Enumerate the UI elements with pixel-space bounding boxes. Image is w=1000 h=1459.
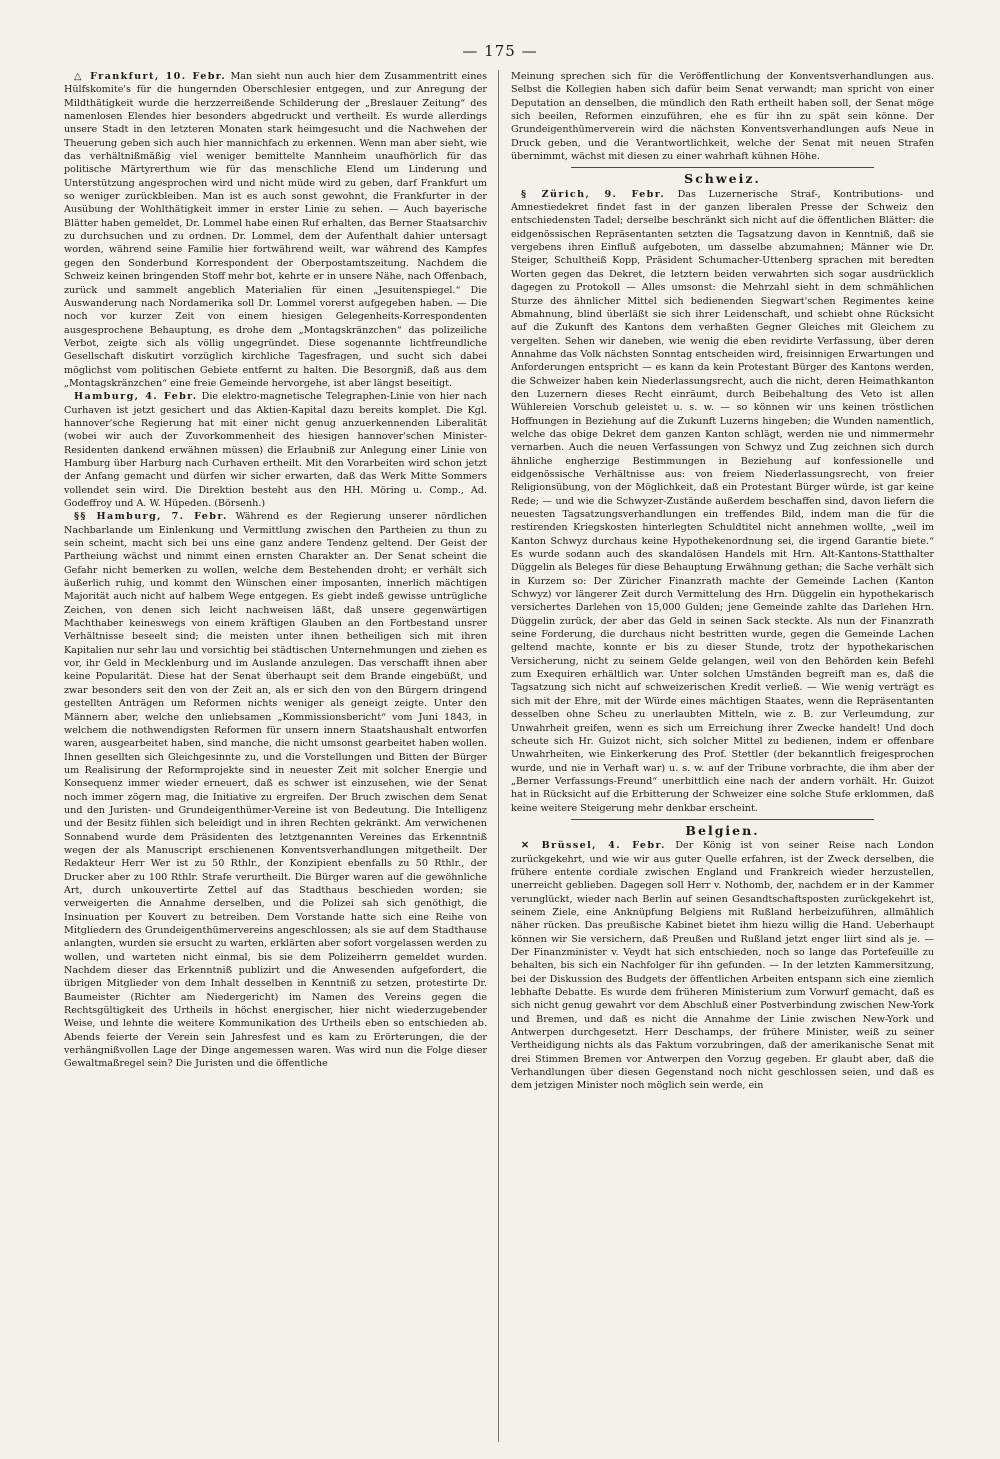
article-zurich (511, 188, 934, 815)
article-hamburg-1 (64, 390, 487, 510)
left-column (64, 70, 487, 1442)
dateline-brussel: ✕ Brüssel, 4. Febr. (521, 840, 666, 852)
dateline-frankfurt: △ Frankfurt, 10. Febr. (74, 71, 227, 82)
section-divider-belgien (571, 819, 874, 820)
article-text-brussel: Der König ist von seiner Reise nach London zurückgekehrt, und wie wir aus guter Quelle erfahren, ist der Zweck derselben, die frühere entente cordiale zwischen England und Frankreich wieder herzustellen, unerreicht geblieben. Dagegen soll Herr v. Nothomb, der, nachdem er in der Kammer verunglückt, wieder nach Berlin auf seinen Gesandtschaftsposten zurückgekehrt ist, seinem Ziele, eine Anknüpfung Belgiens mit Rußland herbeizuführen, allmählich näher rücken. Das preußische Kabinet bietet ihm hiezu willig die Hand. Ueberhaupt können wir Sie versichern, daß Preußen und Rußland jetzt enger liirt sind als je. — Der Finanzminister v. Veydt hat sich entschieden, noch so lange das Portefeuille zu behalten, bis sich ein Nachfolger für ihn gefunden. — In der letzten Kammersitzung, bei der Diskussion des Budgets der öffentlichen Arbeiten entspann sich eine ziemlich lebhafte Debatte. Es wurde dem früheren Ministerium zum Vorwurf gemacht, daß es sich nicht genug gewahrt vor dem Abschluß einer Postverbindung zwischen New-York und Bremen, und daß es nicht die Annahme der Linie zwischen New-York und Antwerpen durchgesetzt. Herr Deschamps, der frühere Minister, weiß zu seiner Vertheidigung nichts als das Faktum vorzubringen, daß der amerikanische Senat mit drei Stimmen Bremen vor Antwerpen den Vorzug gegeben. Er glaubt aber, daß die Verhandlungen über diesen Gegenstand noch nicht geschlossen seien, und daß es dem jetzigen Minister noch möglich sein werde, ein (511, 840, 934, 1092)
article-text-zurich: Das Luzernerische Straf-, Kontributions- und Amnestiedekret findet fast in der ganzen liberalen Presse der Schweiz den entschiedensten Tadel; derselbe beschränkt sich nicht auf die öffentlichen Blätter: die eidgenössischen Repräsentanten setzten die Tagsatzung davon in Kenntniß, daß sie vergebens ihren Einfluß aufgeboten, um dasselbe abzumahnen; Männer wie Dr. Steiger, Schultheiß Kopp, Präsident Schumacher-Uttenberg sprachen mit beredten Worten gegen das Dekret, die letztern beiden verwahrten sich sogar ausdrücklich dagegen zu Protokoll — Alles umsonst: die Mehrzahl sieht in dem schmählichen Sturze des ähnlicher Mittel sich bedienenden Siegwart'schen Regimentes keine Abmahnung, blind überläßt sie sich ihrer Leidenschaft, und schiebt ohne Rücksicht auf die Zukunft des Kantons dem verhaßten Gegner Gleiches mit Gleichem zu vergelten. Sehen wir daneben, wie wenig die eben revidirte Verfassung, über deren Annahme das Volk nächsten Sonntag entscheiden wird, freisinnigen Erwartungen und Anforderungen entspricht — es kann da kein Protestant Bürger des Kantons werden, die Schweizer haben kein Niederlassungsrecht, auch die nicht, deren Heimathkanton den Luzernern dieses Recht einräumt, durch Beibehaltung des Veto ist allen Wühlereien Vorschub geleistet u. s. w. — so können wir uns keinen tröstlichen Hoffnungen in Beziehung auf die Zukunft Luzerns hingeben; die Wunden namentlich, welche das obige Dekret dem ganzen Kanton schlägt, werden nie und nimmermehr vernarben. Auch die neuen Verfassungen von Schwyz und Zug zeichnen sich durch ähnliche engherzige Bestimmungen in Beziehung auf konfessionelle und eidgenössische Verhältnisse aus: von freiem Niederlassungsrecht, von freier Religionsübung, von der Möglichkeit, daß ein Protestant Bürger würde, ist gar keine Rede; — und wie die Schwyzer-Zustände außerdem beschaffen sind, davon liefern die neuesten Tagsatzungsverhandlungen ein treffendes Bild, indem man die für die restirenden Kriegskosten hinterlegten Schuldtitel nicht annehmen wollte, „weil im Kanton Schwyz durchaus keine Hypothekenordnung sei, die irgend Garantie biete.“ Es wurde sodann auch des skandalösen Handels mit Hrn. Alt-Kantons-Statthalter Düggelin als Beleges für diese Behauptung Erwähnung gethan; die Sache verhält sich in Kurzem so: Der Züricher Finanzrath machte der Gemeinde Lachen (Kanton Schwyz) vor längerer Zeit durch Vermittelung des Hrn. Düggelin ein hypothekarisch versichertes Darlehen von 15,000 Gulden; jene Gemeinde zahlte das Darlehen Hrn. Düggelin zurück, der aber das Geld in seinen Sack steckte. Als nun der Finanzrath seine Forderung, die durchaus nicht bestritten wurde, gegen die Gemeinde Lachen geltend machte, konnte er bis zu dieser Stunde, trotz der hypothekarischen Versicherung, nicht zu seinem Gelde gelangen, weil von den Behörden kein Befehl zum Exequiren erhältlich war. Unter solchen Umständen begreift man es, daß die Tagsatzung sich nicht auf schweizerischen Kredit verließ. — Wie wenig verträgt es sich mit der Ehre, mit der Würde eines mächtigen Staates, wenn die Repräsentanten desselben ohne Scheu zu unerlaubten Mitteln, wie z. B. zur Verleumdung, zur Unwahrheit greifen, wenn es sich um Erreichung ihrer Zwecke handelt! Und doch scheute sich Hr. Guizot nicht, sich solcher Mittel zu bedienen, indem er offenbare Unwahrheiten, wie Einkerkerung des Prof. Stettler (der bekanntlich freigesprochen wurde, und nie in Verhaft war) u. s. w. auf der Tribune vorbrachte, die ihm aber der „Berner Verfassungs-Freund“ unerbittlich eine nach der andern vorhält. Hr. Guizot hat in Rücksicht auf die Erbitterung der Schweizer eine solche Stufe erklommen, daß keine weitere Steigerung mehr denkbar erscheint. (511, 188, 934, 814)
article-text-hamburg-2: Während es der Regierung unserer nördlichen Nachbarlande um Einlenkung und Vermittlung zwischen den Partheien zu thun zu sein scheint, macht sich bei uns eine ganz andere Tendenz geltend. Der Geist der Partheiung wächst und nimmt einen ernsten Charakter an. Der Senat scheint die Gefahr nicht bemerken zu wollen, welche dem Bestehenden droht; er verhält sich äußerlich ruhig, und kommt den Wünschen einer imposanten, innerlich mächtigen Majorität auch nicht auf halbem Wege entgegen. Es giebt indeß gewisse untrügliche Zeichen, von denen sich leicht nachweisen läßt, daß unsere gegenwärtigen Machthaber keineswegs von einem kräftigen Glauben an den Fortbestand unsrer Verhältnisse beseelt sind; die meisten unter ihnen betheiligen sich mit ihren Kapitalien nur sehr lau und vorsichtig bei städtischen Unternehmungen und ziehen es vor, ihr Geld in Mecklenburg und im Auslande anzulegen. Das verschafft ihnen aber keine Popularität. Diese hat der Senat überhaupt seit dem Brande eingebüßt, und zwar besonders seit den von der Zeit an, als er sich den von den Bürgern dringend gestellten Anträgen um Reformen nichts weniger als geneigt zeigte. Unter den Männern aber, welche den unliebsamen „Kommissionsbericht“ vom Juni 1843, in welchem die nothwendigsten Reformen für unsern innern Staatshaushalt entworfen waren, ausgearbeitet haben, sind manche, die nicht umsonst gearbeitet haben wollen. Ihnen gesellten sich Gleichgesinnte zu, und die Vorstellungen und Bitten der Bürger um Realisirung der Reformprojekte sind in neuester Zeit mit solcher Energie und Konsequenz immer wieder erneuert, daß es schwer ist einzusehen, wie der Senat noch immer zögern mag, die Initiative zu ergreifen. Der Bruch zwischen dem Senat und den Juristen- und Grundeigenthümer-Vereine ist von Bedeutung. Die Intelligenz und der Besitz fühlen sich beleidigt und in ihren Rechten gekränkt. Am verwichenen Sonnabend wurde dem Präsidenten des letztgenannten Vereines das Erkenntniß wegen der als Manuscript erschienenen Konventsverhandlungen mitgetheilt. Der Redakteur Herr Wer ist zu 50 Rthlr., der Konzipient ebenfalls zu 50 Rthlr., der Drucker aber zu 100 Rthlr. Strafe verurtheilt. Die Bürger waren auf die gewöhnliche Art, durch unkouvertirte Zettel auf das Stadthaus beschieden worden; sie verweigerten die Annahme derselben, und die Polizei sah sich genöthigt, die Insinuation per Kouvert zu betreiben. Dem Vorstande hatte sich eine Reihe von Mitgliedern des Grundeigenthümervereins angeschlossen; als sie auf dem Stadthause anlangten, wurden sie ersucht zu warten, erklärten aber sofort vorgelassen werden zu wollen, und warteten nicht einmal, bis sie dem Polizeiherrn gemeldet wurden. Nachdem dieser das Erkenntniß publizirt und die Anwesenden aufgefordert, die übrigen Mitglieder von dem Inhalt desselben in Kenntniß zu setzen, protestirte Dr. Baumeister (Richter am Niedergericht) im Namen des Vereins gegen die Rechtsgültigkeit des Urtheils in höchst energischer, hier nicht wiederzugebender Weise, und lehnte die weitere Kommunikation des Urtheils eben so entschieden ab. Abends feierte der Verein sein Jahresfest und es kam zu Erörterungen, die der verhängnißvollen Lage der Dinge angemessen waren. Was wird nun die Folge dieser Gewaltmaßregel sein? Die Juristen und die öffentliche (64, 511, 487, 1070)
article-frankfurt (64, 70, 487, 390)
column-divider (498, 70, 499, 1442)
section-title-schweiz: Schweiz. (684, 171, 761, 187)
section-title-belgien: Belgien. (685, 822, 760, 838)
section-divider-schweiz (571, 167, 874, 168)
article-continuation: Meinung sprechen sich für die Veröffentlichung der Konventsverhandlungen aus. Selbst die Kollegien haben sich dafür beim Senat verwandt; man spricht von einer Deputation an denselben, die mündlich den Rath ertheilt haben soll, der Senat möge sich beeilen, Reformen einzuführen, ehe es für ihn zu spät sein könne. Der Grundeigenthümerverein wird die nächsten Konventsverhandlungen aufs Neue in Druck geben, und die Verantwortlichkeit, welche der Senat mit neuen Strafen übernimmt, wächst mit diesen zu einer wahrhaft kühnen Höhe. (511, 71, 934, 163)
dateline-zurich: § Zürich, 9. Febr. (521, 188, 666, 200)
page-number: — 175 — (462, 42, 538, 60)
article-brussel (511, 839, 934, 1093)
article-hamburg-2 (64, 510, 487, 1070)
dateline-hamburg-2: §§ Hamburg, 7. Febr. (74, 511, 228, 523)
article-text-hamburg-1: Die elektro-magnetische Telegraphen-Linie von hier nach Curhaven ist jetzt gesichert und das Aktien-Kapital dazu bereits komplet. Die Kgl. hannover'sche Regierung hat mit einer nicht genug anzuerkennenden Liberalität (wobei wir auch der Zuvorkommenheit des hiesigen hannover'schen Minister-Residenten dankend erwähnen müssen) die Erlaubniß zur Anlegung einer Linie von Hamburg über Harburg nach Curhaven ertheilt. Mit den Vorarbeiten wird schon jetzt der Anfang gemacht und dürfen wir sicher erwarten, daß das Werk Mitte Sommers vollendet sein wird. Die Direktion besteht aus den HH. Möring u. Comp., Ad. Godeffroy und A. W. Hüpeden. (Börsenh.) (64, 391, 487, 509)
article-text-frankfurt: Man sieht nun auch hier dem Zusammentritt eines Hülfskomite's für die hungernden Oberschlesier entgegen, und zur Anregung der Mildthätigkeit wurde die herzzerreißende Schilderung der „Breslauer Zeitung“ des namenlosen Elendes hier besonders abgedruckt und vertheilt. Es wurde allerdings unsere Stadt in den letzteren Monaten stark heimgesucht und die Nachwehen der Theuerung geben sich auch hier mannichfach zu erkennen. Wenn man aber sieht, wie das verhältnißmäßig viel weniger bemittelte Mannheim unaufhörlich für das politische Märtyrerthum wie für das menschliche Elend um Linderung und Unterstützung angesprochen wird und nicht müde wird zu geben, darf Frankfurt um so weniger zurückbleiben. Man ist es auch sonst gewohnt, die Frankfurter in der Ausübung der Wohlthätigkeit immer in erster Linie zu sehen. — Auch bayerische Blätter haben gemeldet, Dr. Lommel habe einen Ruf erhalten, das Berner Staatsarchiv zu durchsuchen und zu ordnen. Dr. Lommel, dem der Aufenthalt dahier untersagt worden, während seine Familie hier fortwährend weilt, war während des Kampfes gegen den Sonderbund Korrespondent der Oberpostamtszeitung. Nachdem die Schweiz keinen bringenden Stoff mehr bot, kehrte er in unsere Nähe, nach Offenbach, zurück und sammelt angeblich Materialien für einen „Jesuitenspiegel.“ Die Auswanderung nach Nordamerika soll Dr. Lommel vorerst aufgegeben haben. — Die noch vor kurzer Zeit von einem hiesigen Gelegenheits-Korrespondenten ausgesprochene Behauptung, es drohe dem „Montagskränzchen“ das polizeiliche Verbot, zeigte sich als völlig ungegründet. Diese sogenannte lichtfreundliche Gesellschaft diskutirt vorzüglich kirchliche Tagesfragen, und sucht sich dabei möglichst vom politischen Gebiete entfernt zu halten. Die Besorgniß, daß aus dem „Montagskränzchen“ eine freie Gemeinde hervorgehe, ist aber längst beseitigt. (64, 71, 487, 389)
dateline-hamburg-1: Hamburg, 4. Febr. (74, 391, 198, 403)
right-column (511, 70, 934, 1442)
